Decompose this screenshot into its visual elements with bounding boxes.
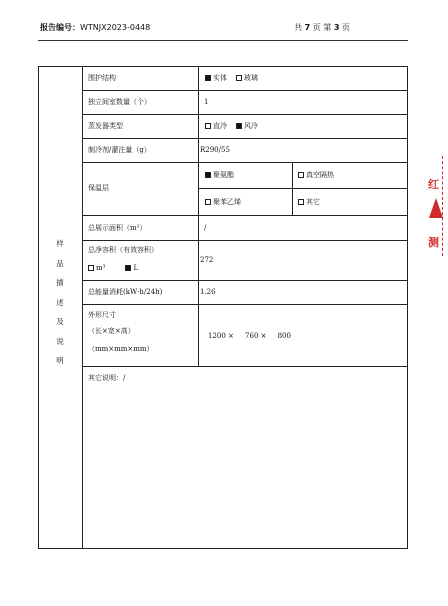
insulation-grid-divider — [198, 188, 408, 189]
row-divider — [82, 138, 408, 139]
dimensions-value: 1200 × 760 × 800 — [208, 332, 291, 340]
compartments-label: 独立间室数量（个） — [88, 98, 151, 106]
page-total: 7 — [304, 23, 311, 32]
enclosure-glass-label: 玻璃 — [243, 74, 258, 82]
page-suffix: 页 — [342, 23, 350, 32]
energy-label: 总能量消耗(kW·h/24h) — [88, 288, 163, 296]
unit-l-label: L — [133, 264, 139, 272]
enclosure-solid-checkbox — [205, 75, 211, 81]
enclosure-label: 围护结构 — [88, 74, 116, 82]
evaporator-label: 蒸发器类型 — [88, 122, 123, 130]
polyurethane-label: 聚氨酯 — [213, 171, 234, 179]
row-divider — [82, 162, 408, 163]
stamp-triangle — [429, 198, 443, 218]
side-char: 及 — [56, 317, 64, 326]
insulation-label: 保温层 — [88, 184, 109, 192]
vacuum-insulation-label: 真空隔热 — [306, 171, 334, 179]
insulation-opt-ps — [205, 198, 241, 207]
refrigerant-value: R290/55 — [200, 146, 230, 154]
direct-cooling-label: 直冷 — [213, 122, 227, 130]
insulation-opt-other — [298, 198, 320, 207]
polystyrene-checkbox — [205, 199, 211, 205]
row-divider — [82, 304, 408, 305]
air-cooling-checkbox — [236, 123, 242, 129]
air-cooling-label: 风冷 — [243, 122, 258, 130]
side-char: 说 — [56, 336, 64, 346]
vacuum-insulation-checkbox — [298, 172, 304, 178]
row-divider — [82, 90, 408, 91]
side-char: 描 — [56, 278, 64, 287]
polyurethane-checkbox — [205, 172, 211, 178]
header-rule — [38, 40, 408, 41]
other-notes: 其它说明：/ — [88, 374, 126, 382]
stamp-edge — [442, 156, 445, 256]
dimensions-label: 外形尺寸 — [88, 311, 116, 319]
unit-m3-label: m³ — [96, 264, 106, 272]
side-char: 述 — [56, 297, 64, 307]
dimensions-units: （mm×mm×mm） — [88, 345, 154, 353]
page-prefix: 共 — [294, 23, 303, 32]
compartments-value: 1 — [204, 98, 209, 106]
unit-l-checkbox — [125, 265, 131, 271]
other-insulation-label: 其它 — [306, 198, 320, 206]
enclosure-options — [205, 74, 258, 83]
enclosure-glass-checkbox — [236, 75, 242, 81]
row-divider — [82, 215, 408, 216]
insulation-opt-pu — [205, 171, 234, 180]
report-number-value: WTNJX2023-0448 — [80, 23, 151, 32]
report-number-label: 报告编号： — [40, 23, 80, 32]
side-char: 样 — [56, 239, 64, 248]
refrigerant-label: 制冷剂/灌注量（g） — [88, 146, 151, 154]
display-area-value: / — [204, 224, 207, 232]
row-divider — [82, 280, 408, 281]
page-indicator — [294, 22, 350, 33]
insulation-opt-vacuum — [298, 171, 334, 180]
energy-value: 1.26 — [200, 288, 216, 296]
dimensions-order: （长×宽×高） — [88, 327, 135, 335]
display-area-label: 总展示面积（m²） — [88, 224, 147, 232]
direct-cooling-checkbox — [205, 123, 211, 129]
stamp-char: 测 — [428, 236, 439, 249]
evaporator-options — [205, 122, 258, 131]
net-volume-label: 总净容积（有效容积） — [88, 246, 158, 254]
page-mid: 页 第 — [312, 23, 332, 32]
report-number — [40, 22, 150, 33]
other-insulation-checkbox — [298, 199, 304, 205]
polystyrene-label: 聚苯乙烯 — [213, 198, 241, 206]
row-divider — [82, 114, 408, 115]
side-char: 明 — [56, 356, 64, 365]
unit-m3-checkbox — [88, 265, 94, 271]
enclosure-solid-label: 实体 — [213, 74, 227, 82]
inspection-stamp — [426, 156, 444, 256]
page-current: 3 — [333, 23, 340, 32]
net-volume-units — [88, 264, 138, 273]
stamp-char: 红 — [428, 178, 439, 191]
net-volume-value: 272 — [200, 256, 214, 264]
side-char: 品 — [56, 258, 64, 268]
side-label — [54, 238, 66, 375]
row-divider — [82, 240, 408, 241]
label-value-divider — [198, 66, 199, 366]
row-divider — [82, 366, 408, 367]
